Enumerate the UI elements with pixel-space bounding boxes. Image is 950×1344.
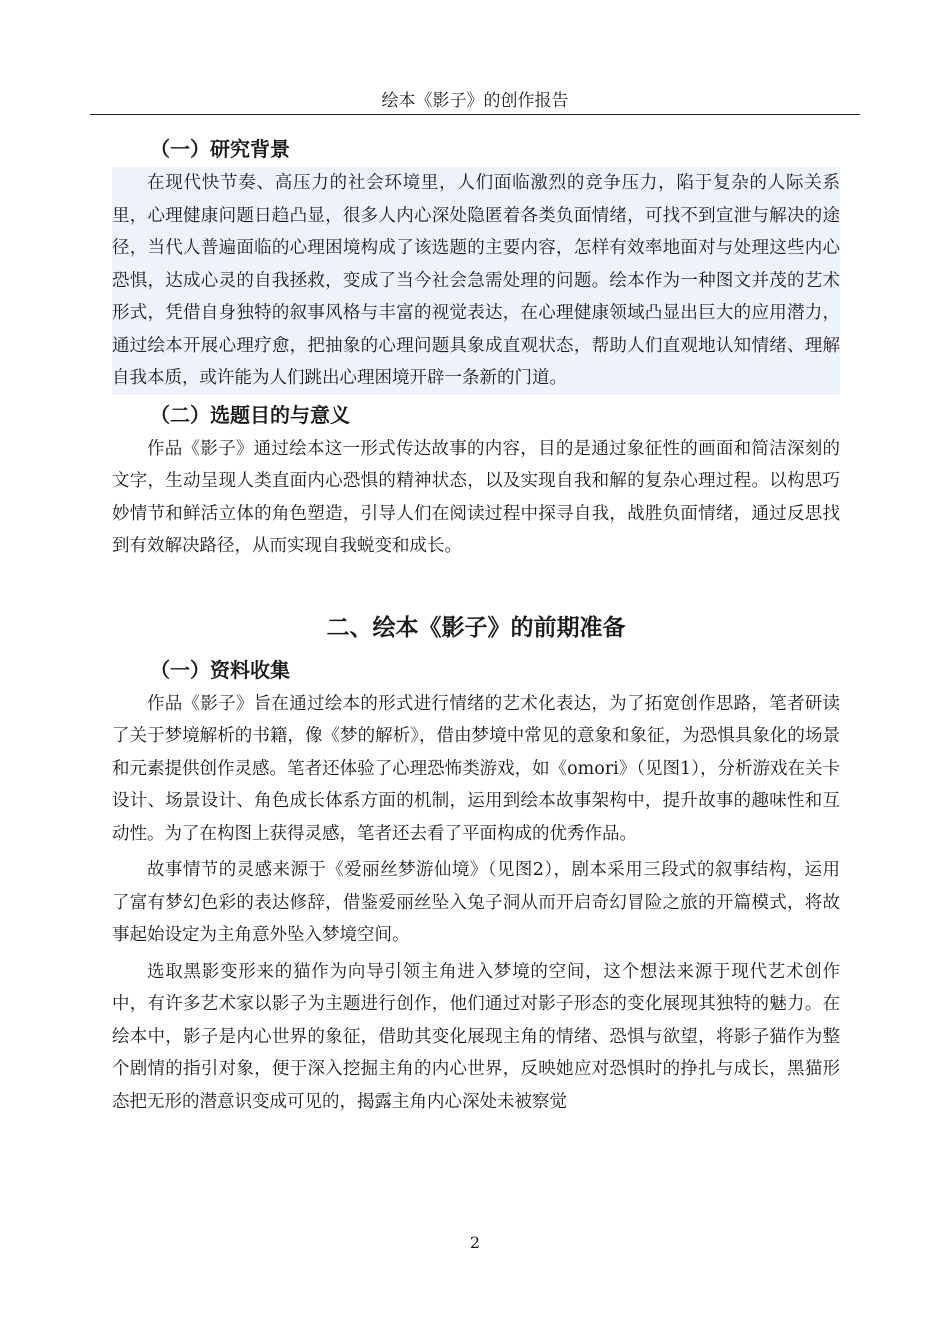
paragraph-collection-3: 选取黑影变形来的猫作为向导引领主角进入梦境的空间，这个想法来源于现代艺术创作中，有许多艺术家以影子为主题进行创作，他们通过对影子形态的变化展现其独特的魅力。在绘本中，影子是内心世界的象征，借助其变化展现主角的情绪、恐惧与欲望，将影子猫作为整个剧情的指引对象，便于深入挖掘主角的内心世界，反映她应对恐惧时的挣扎与成长，黑猫形态把无形的潜意识变成可见的，揭露主角内心深处未被察觉 — [112, 961, 840, 1112]
page-number: 2 — [469, 1233, 481, 1252]
page-header: 绘本《影子》的创作报告 — [90, 88, 860, 115]
paragraph-collection-2: 故事情节的灵感来源于《爱丽丝梦游仙境》（见图2），剧本采用三段式的叙事结构，运用了富有梦幻色彩的表达修辞，借鉴爱丽丝坠入兔子洞从而开启奇幻冒险之旅的开篇模式，将故事起始设定为主角意外坠入梦境空间。 — [112, 860, 840, 945]
chapter-heading: 二、绘本《影子》的前期准备 — [326, 614, 626, 641]
paragraph-purpose: 作品《影子》通过绘本这一形式传达故事的内容，目的是通过象征性的画面和简洁深刻的文字，生动呈现人类直面内心恐惧的精神状态，以及实现自我和解的复杂心理过程。以构思巧妙情节和鲜活立体的角色塑造，引导人们在阅读过程中探寻自我，战胜负面情绪，通过反思找到有效解决路径，从而实现自我蜕变和成长。 — [112, 438, 840, 556]
document-body — [112, 133, 840, 1118]
section-heading-background: （一）研究背景 — [150, 137, 290, 161]
paragraph-collection-1: 作品《影子》旨在通过绘本的形式进行情绪的艺术化表达，为了拓宽创作思路，笔者研读了关于梦境解析的书籍，像《梦的解析》，借由梦境中常见的意象和象征，为恐惧具象化的场景和元素提供创作灵感。笔者还体验了心理恐怖类游戏，如《omori》（见图1），分析游戏在关卡设计、场景设计、角色成长体系方面的机制，运用到绘本故事架构中，提升故事的趣味性和互动性。为了在构图上获得灵感，笔者还去看了平面构成的优秀作品。 — [112, 693, 840, 844]
section-heading-purpose: （二）选题目的与意义 — [150, 402, 350, 427]
paragraph-background: 在现代快节奏、高压力的社会环境里，人们面临激烈的竞争压力，陷于复杂的人际关系里，心理健康问题日趋凸显，很多人内心深处隐匿着各类负面情绪，可找不到宣泄与解决的途径，当代人普遍面临的心理困境构成了该选题的主要内容，怎样有效率地面对与处理这些内心恐惧，达成心灵的自我拯救，变成了当今社会急需处理的问题。绘本作为一种图文并茂的艺术形式，凭借自身独特的叙事风格与丰富的视觉表达，在心理健康领域凸显出巨大的应用潜力，通过绘本开展心理疗愈，把抽象的心理问题具象成直观状态，帮助人们直观地认知情绪、理解自我本质，或许能为人们跳出心理困境开辟一条新的门道。 — [112, 167, 840, 395]
section-heading-collection: （一）资料收集 — [150, 657, 290, 682]
